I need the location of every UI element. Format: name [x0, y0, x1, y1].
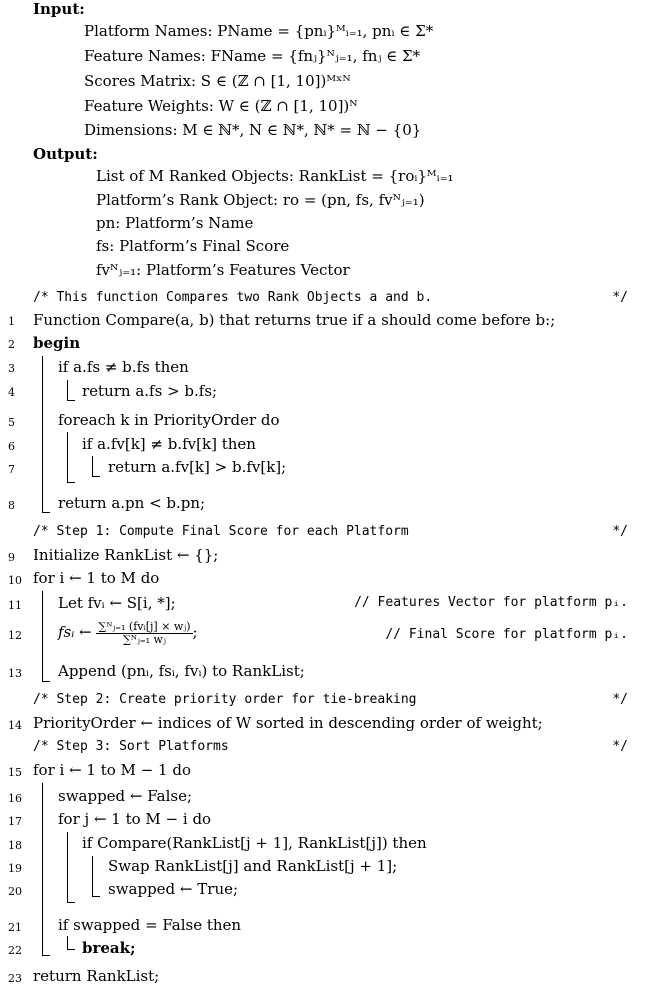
code-line-8: return a.pn < b.pn; — [58, 494, 206, 512]
line-number: 19 — [8, 862, 22, 875]
code-line-9: Initialize RankList ← {}; — [33, 546, 219, 564]
code-line-16: swapped ← False; — [58, 787, 193, 805]
code-line-12 — [58, 616, 198, 648]
line-number: 8 — [8, 499, 15, 512]
final-score-denominator: ∑ᴺⱼ₌₁ wⱼ — [123, 632, 166, 646]
line-number: 23 — [8, 972, 22, 985]
block-rule-begin — [42, 356, 43, 512]
input-platform-names: Platform Names: PName = {pnᵢ}ᴹᵢ₌₁, pnᵢ ∈ Σ* — [84, 22, 434, 40]
code-line-18: if Compare(RankList[j + 1], RankList[j]) then — [82, 834, 427, 852]
block-rule-if-fs-end — [67, 400, 75, 401]
comment-step3: /* Step 3: Sort Platforms — [33, 739, 229, 754]
output-rank-object: Platform’s Rank Object: ro = (pn, fs, fvᴺⱼ₌₁) — [96, 191, 425, 209]
line-number: 6 — [8, 440, 15, 453]
code-line-17: for j ← 1 to M − i do — [58, 810, 212, 828]
code-line-11: Let fvᵢ ← S[i, *]; — [58, 594, 176, 612]
block-rule-foreach-end — [67, 482, 75, 483]
block-rule-for-inner — [67, 832, 68, 902]
block-rule-if-fs — [67, 380, 68, 400]
comment-step2: /* Step 2: Create priority order for tie-breaking — [33, 692, 417, 707]
final-score-fraction — [96, 621, 192, 646]
input-scores-matrix: Scores Matrix: S ∈ (ℤ ∩ [1, 10])ᴹˣᴺ — [84, 72, 351, 90]
input-feature-weights: Feature Weights: W ∈ (ℤ ∩ [1, 10])ᴺ — [84, 97, 358, 115]
code-line-2: begin — [33, 334, 81, 352]
output-heading: Output: — [33, 145, 98, 163]
line-number: 15 — [8, 766, 22, 779]
code-line-22: break; — [82, 939, 136, 957]
block-rule-if-swapped — [67, 936, 68, 949]
block-rule-for-outer-end — [42, 955, 50, 956]
input-feature-names: Feature Names: FName = {fnⱼ}ᴺⱼ₌₁, fnⱼ ∈ Σ* — [84, 47, 421, 65]
block-rule-for-outer — [42, 783, 43, 955]
input-heading: Input: — [33, 0, 85, 18]
code-line-14: PriorityOrder ← indices of W sorted in descending order of weight; — [33, 714, 543, 732]
comment-features-vector: // Features Vector for platform pᵢ. — [354, 595, 628, 610]
block-rule-for-i — [42, 591, 43, 681]
comment-compare-end: */ — [612, 290, 628, 305]
block-rule-if-fv-end — [92, 476, 100, 477]
block-rule-if-fv — [92, 456, 93, 476]
line-number: 18 — [8, 839, 22, 852]
block-rule-foreach — [67, 432, 68, 482]
code-line-20: swapped ← True; — [108, 880, 239, 898]
line-number: 7 — [8, 463, 15, 476]
comment-compare: /* This function Compares two Rank Objects a and b. — [33, 290, 433, 305]
output-fs-desc: fs: Platform’s Final Score — [96, 237, 290, 255]
code-line-6: if a.fv[k] ≠ b.fv[k] then — [82, 435, 256, 453]
code-line-15: for i ← 1 to M − 1 do — [33, 761, 191, 779]
comment-step1: /* Step 1: Compute Final Score for each Platform — [33, 524, 409, 539]
output-pn-desc: pn: Platform’s Name — [96, 214, 254, 232]
block-rule-if-compare — [92, 856, 93, 896]
code-line-4: return a.fs > b.fs; — [82, 382, 218, 400]
output-rank-list: List of M Ranked Objects: RankList = {roᵢ}ᴹᵢ₌₁ — [96, 167, 454, 185]
line-number: 4 — [8, 386, 15, 399]
line-number: 21 — [8, 921, 22, 934]
code-line-5: foreach k in PriorityOrder do — [58, 411, 280, 429]
block-rule-for-i-end — [42, 681, 50, 682]
comment-step1-end: */ — [612, 524, 628, 539]
code-line-21: if swapped = False then — [58, 916, 242, 934]
block-rule-for-inner-end — [67, 902, 75, 903]
output-fv-desc: fvᴺⱼ₌₁: Platform’s Features Vector — [96, 261, 350, 279]
code-line-7: return a.fv[k] > b.fv[k]; — [108, 458, 287, 476]
line-number: 2 — [8, 338, 15, 351]
line-number: 3 — [8, 362, 15, 375]
final-score-numerator: ∑ᴺⱼ₌₁ (fvᵢ[j] × wⱼ) — [98, 619, 191, 633]
code-line-19: Swap RankList[j] and RankList[j + 1]; — [108, 857, 398, 875]
line-number: 17 — [8, 815, 22, 828]
code-line-13: Append (pnᵢ, fsᵢ, fvᵢ) to RankList; — [58, 662, 305, 680]
code-line-10: for i ← 1 to M do — [33, 569, 160, 587]
input-dimensions: Dimensions: M ∈ ℕ*, N ∈ ℕ*, ℕ* = ℕ − {0} — [84, 121, 422, 139]
line-number: 16 — [8, 792, 22, 805]
line-number: 11 — [8, 599, 22, 612]
code-line-23: return RankList; — [33, 967, 160, 985]
line-number: 9 — [8, 551, 15, 564]
line-number: 12 — [8, 629, 22, 642]
line-number: 10 — [8, 574, 22, 587]
code-line-3: if a.fs ≠ b.fs then — [58, 358, 189, 376]
block-rule-begin-end — [42, 512, 50, 513]
line-number: 14 — [8, 719, 22, 732]
line-number: 13 — [8, 667, 22, 680]
line-number: 1 — [8, 315, 15, 328]
block-rule-if-compare-end — [92, 896, 100, 897]
block-rule-if-swapped-end — [67, 949, 75, 950]
comment-step3-end: */ — [612, 739, 628, 754]
final-score-lhs: fsᵢ ← — [58, 623, 92, 641]
line-number: 22 — [8, 944, 22, 957]
code-line-1: Function Compare(a, b) that returns true if a should come before b:; — [33, 311, 556, 329]
line-number: 20 — [8, 885, 22, 898]
line-number: 5 — [8, 416, 15, 429]
comment-step2-end: */ — [612, 692, 628, 707]
comment-final-score: // Final Score for platform pᵢ. — [385, 627, 628, 642]
final-score-semicolon: ; — [192, 623, 198, 641]
